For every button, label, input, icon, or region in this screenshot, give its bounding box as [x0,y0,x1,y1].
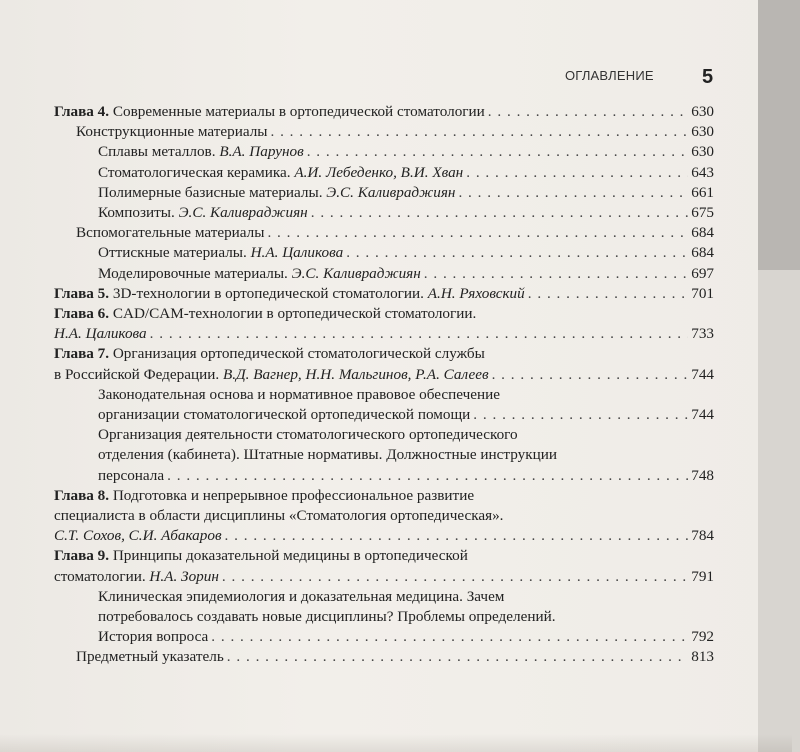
running-header: ОГЛАВЛЕНИЕ [565,68,654,83]
leader-dots [492,365,689,385]
toc-entry-chapter-8-title2[interactable]: специалиста в области дисциплины «Стоматология ортопедическая». [54,507,504,525]
toc-entry-composites[interactable]: Композиты. Э.С. Каливраджиян . . . 675 [54,203,714,223]
toc-page: 643 [691,163,714,181]
leader-dots [528,284,688,304]
toc-entry-ceramics[interactable]: Стоматологическая керамика. А.И. Лебеденко, В.И. Хван . . . 643 [54,163,714,183]
toc-entry-chapter-8-author[interactable]: С.Т. Сохов, С.И. Абакаров . . . 784 [54,526,714,546]
toc-entry-chapter-6-title[interactable]: Глава 6. CAD/CAM-технологии в ортопедической стоматологии. [54,305,477,323]
toc-entry-legal-line1[interactable]: Законодательная основа и нормативное правовое обеспечение [98,385,500,403]
leader-dots [473,405,688,425]
leader-dots [225,526,689,546]
toc-page: 744 [691,406,714,424]
leader-dots [150,324,689,344]
toc-entry-chapter-7-author[interactable]: в Российской Федерации. В.Д. Вагнер, Н.Н. Мальгинов, Р.А. Салеев . . . 744 [54,365,714,385]
next-page-edge [758,270,800,752]
page-bottom-edge [0,734,792,752]
toc-page: 630 [691,123,714,141]
toc-page: 661 [691,183,714,201]
leader-dots [227,647,688,667]
toc-page: 792 [691,628,714,646]
toc-entry-org-line1[interactable]: Организация деятельности стоматологического ортопедического [98,426,518,444]
toc-page: 630 [691,143,714,161]
toc-page: 791 [691,567,714,585]
toc-page: 784 [691,527,714,545]
leader-dots [307,142,689,162]
toc-entry-auxiliary-materials[interactable]: Вспомогательные материалы . . . 684 [54,223,714,243]
leader-dots [167,466,688,486]
leader-dots [466,163,688,183]
table-of-contents [54,102,714,668]
toc-page: 733 [691,325,714,343]
toc-entry-legal[interactable]: организации стоматологической ортопедической помощи . . . 744 [54,405,714,425]
toc-entry-chapter-7-title[interactable]: Глава 7. Организация ортопедической стоматологической службы [54,345,485,363]
toc-entry-impression[interactable]: Оттискные материалы. Н.А. Цаликова . . . 684 [54,243,714,263]
toc-page: 744 [691,365,714,383]
toc-entry-epidemiology-line2[interactable]: потребовалось создавать новые дисциплины? Проблемы определений. [98,608,556,626]
toc-entry-org-line2[interactable]: отделения (кабинета). Штатные нормативы. Должностные инструкции [98,446,557,464]
leader-dots [311,203,689,223]
toc-page: 630 [691,103,714,120]
leader-dots [346,243,688,263]
toc-entry-chapter-6-author[interactable]: Н.А. Цаликова . . . 733 [54,324,714,344]
leader-dots [488,102,688,122]
toc-entry-chapter-8-title[interactable]: Глава 8. Подготовка и непрерывное профессиональное развитие [54,486,475,504]
toc-page: 697 [691,264,714,282]
leader-dots [424,264,688,284]
leader-dots [270,122,688,142]
toc-entry-modeling[interactable]: Моделировочные материалы. Э.С. Каливраджиян . . . 697 [54,264,714,284]
leader-dots [222,567,688,587]
toc-entry-chapter-4[interactable]: Глава 4. Современные материалы в ортопедической стоматологии . . . 630 [54,102,714,122]
toc-page: 748 [691,466,714,484]
toc-entry-history[interactable]: История вопроса . . . 792 [54,627,714,647]
toc-entry-chapter-5[interactable]: Глава 5. 3D-технологии в ортопедической стоматологии. А.Н. Ряховский . . . 701 [54,284,714,304]
toc-page: 684 [691,224,714,242]
toc-entry-subject-index[interactable]: Предметный указатель . . . 813 [54,647,714,667]
toc-entry-polymers[interactable]: Полимерные базисные материалы. Э.С. Каливраджиян . . . 661 [54,183,714,203]
toc-entry-epidemiology-line1[interactable]: Клиническая эпидемиология и доказательная медицина. Зачем [98,587,505,605]
toc-entry-chapter-9-author[interactable]: стоматологии. Н.А. Зорин . . . 791 [54,567,714,587]
toc-page: 813 [691,648,714,666]
toc-entry-org[interactable]: персонала . . . 748 [54,466,714,486]
toc-page: 675 [691,204,714,222]
toc-page: 684 [691,244,714,262]
toc-entry-construction-materials[interactable]: Конструкционные материалы . . . 630 [54,122,714,142]
leader-dots [458,183,688,203]
page-number: 5 [702,66,714,88]
leader-dots [267,223,688,243]
toc-entry-alloys[interactable]: Сплавы металлов. В.А. Парунов . . . 630 [54,142,714,162]
toc-entry-chapter-9-title[interactable]: Глава 9. Принципы доказательной медицины в ортопедической [54,547,468,565]
leader-dots [211,627,688,647]
toc-page: 701 [691,284,714,302]
thumb-index-tab [758,0,800,270]
